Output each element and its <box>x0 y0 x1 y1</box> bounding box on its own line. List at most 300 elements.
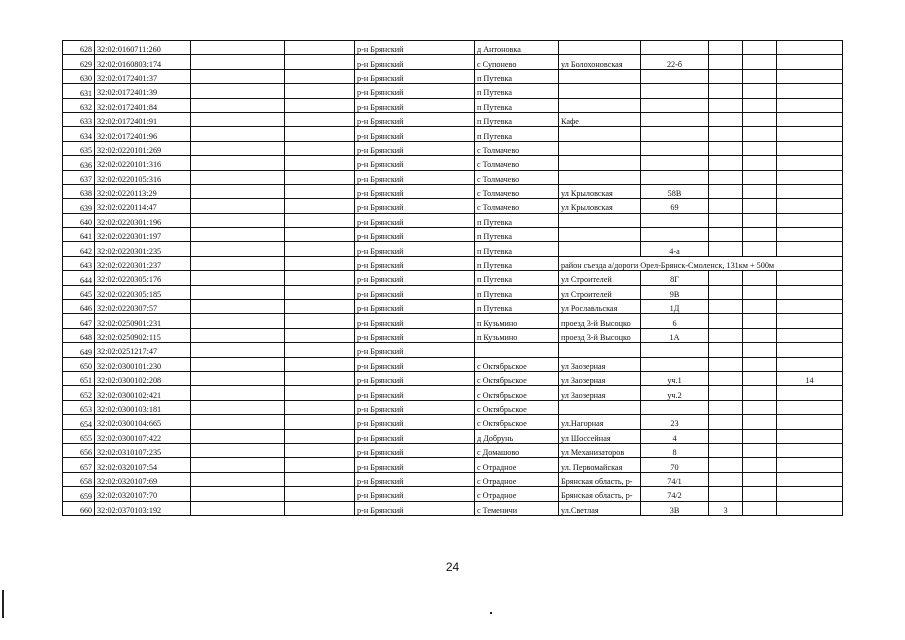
locality-cell: с Октябрьское <box>475 400 559 414</box>
empty-cell <box>191 41 285 55</box>
locality-cell: п Путевка <box>475 271 559 285</box>
extra-cell <box>743 415 777 429</box>
row-number-cell: 633 <box>63 112 95 126</box>
extra-cell <box>743 285 777 299</box>
empty-cell <box>191 98 285 112</box>
table-row <box>63 199 843 213</box>
value-cell <box>777 55 843 69</box>
extra-cell <box>709 141 743 155</box>
table-row <box>63 213 843 227</box>
locality-cell: п Путевка <box>475 300 559 314</box>
district-cell: р-н Брянский <box>355 285 475 299</box>
table-row <box>63 443 843 457</box>
value-cell <box>777 69 843 83</box>
value-cell <box>777 429 843 443</box>
empty-cell <box>191 501 285 515</box>
empty-cell <box>285 371 355 385</box>
extra-cell <box>743 386 777 400</box>
empty-cell <box>285 156 355 170</box>
extra-cell <box>709 98 743 112</box>
table-row <box>63 386 843 400</box>
house-number-cell <box>641 127 709 141</box>
district-cell: р-н Брянский <box>355 472 475 486</box>
extra-cell <box>709 112 743 126</box>
empty-cell <box>285 357 355 371</box>
value-cell <box>777 41 843 55</box>
extra-cell <box>743 400 777 414</box>
empty-cell <box>191 487 285 501</box>
table-row <box>63 487 843 501</box>
extra-cell <box>743 84 777 98</box>
house-number-cell <box>641 141 709 155</box>
extra-cell <box>743 300 777 314</box>
house-number-cell <box>641 357 709 371</box>
house-number-cell: 3В <box>641 501 709 515</box>
empty-cell <box>285 343 355 357</box>
row-number-cell: 639 <box>63 199 95 213</box>
table-row <box>63 69 843 83</box>
row-number-cell: 656 <box>63 443 95 457</box>
house-number-cell: 9В <box>641 285 709 299</box>
extra-cell <box>743 55 777 69</box>
value-cell <box>777 415 843 429</box>
row-number-cell: 649 <box>63 343 95 357</box>
house-number-cell: 22-б <box>641 55 709 69</box>
value-cell <box>777 112 843 126</box>
extra-cell <box>743 69 777 83</box>
cadastral-number-cell: 32:02:0220305:176 <box>95 271 191 285</box>
row-number-cell: 635 <box>63 141 95 155</box>
table-row <box>63 41 843 55</box>
locality-cell: с Отрадное <box>475 487 559 501</box>
cadastral-number-cell: 32:02:0172401:96 <box>95 127 191 141</box>
cadastral-number-cell: 32:02:0251217:47 <box>95 343 191 357</box>
cadastral-number-cell: 32:02:0300103:181 <box>95 400 191 414</box>
value-cell <box>777 184 843 198</box>
locality-cell: с Октябрьское <box>475 357 559 371</box>
row-number-cell: 630 <box>63 69 95 83</box>
cadastral-number-cell: 32:02:0300102:421 <box>95 386 191 400</box>
district-cell: р-н Брянский <box>355 228 475 242</box>
house-number-cell: 70 <box>641 458 709 472</box>
value-cell <box>777 458 843 472</box>
locality-cell <box>475 343 559 357</box>
row-number-cell: 643 <box>63 256 95 270</box>
district-cell: р-н Брянский <box>355 55 475 69</box>
value-cell <box>777 156 843 170</box>
empty-cell <box>191 343 285 357</box>
street-cell: ул Заозерная <box>559 357 641 371</box>
extra-cell <box>709 170 743 184</box>
extra-cell <box>709 371 743 385</box>
value-cell: 14 <box>777 371 843 385</box>
street-cell <box>559 400 641 414</box>
locality-cell: с Толмачево <box>475 184 559 198</box>
empty-cell <box>191 415 285 429</box>
scan-dot <box>490 612 492 614</box>
house-number-cell: 74/1 <box>641 472 709 486</box>
extra-cell <box>743 429 777 443</box>
table-row <box>63 84 843 98</box>
table-row <box>63 55 843 69</box>
table-row <box>63 314 843 328</box>
empty-cell <box>191 55 285 69</box>
locality-cell: с Теменичи <box>475 501 559 515</box>
extra-cell <box>743 112 777 126</box>
table-row <box>63 285 843 299</box>
extra-cell <box>743 127 777 141</box>
empty-cell <box>285 55 355 69</box>
extra-cell <box>743 371 777 385</box>
cadastral-number-cell: 32:02:0172401:91 <box>95 112 191 126</box>
empty-cell <box>191 472 285 486</box>
empty-cell <box>191 371 285 385</box>
empty-cell <box>285 386 355 400</box>
row-number-cell: 648 <box>63 328 95 342</box>
table-body <box>63 41 843 516</box>
table-row <box>63 170 843 184</box>
cadastral-number-cell: 32:02:0220114:47 <box>95 199 191 213</box>
row-number-cell: 628 <box>63 41 95 55</box>
locality-cell: п Кузьмино <box>475 328 559 342</box>
row-number-cell: 636 <box>63 156 95 170</box>
street-cell: проезд 3-й Высоцко <box>559 328 641 342</box>
extra-cell <box>743 472 777 486</box>
extra-cell <box>743 199 777 213</box>
cadastral-number-cell: 32:02:0220307:57 <box>95 300 191 314</box>
empty-cell <box>285 458 355 472</box>
extra-cell <box>709 41 743 55</box>
cadastral-number-cell: 32:02:0320107:54 <box>95 458 191 472</box>
extra-cell <box>743 141 777 155</box>
extra-cell <box>709 199 743 213</box>
row-number-cell: 637 <box>63 170 95 184</box>
extra-cell <box>709 386 743 400</box>
scan-edge-mark <box>2 590 4 618</box>
empty-cell <box>191 271 285 285</box>
empty-cell <box>191 285 285 299</box>
cadastral-number-cell: 32:02:0370103:192 <box>95 501 191 515</box>
locality-cell: с Отрадное <box>475 472 559 486</box>
empty-cell <box>191 458 285 472</box>
house-number-cell: 4-а <box>641 242 709 256</box>
district-cell: р-н Брянский <box>355 41 475 55</box>
extra-cell <box>709 69 743 83</box>
row-number-cell: 640 <box>63 213 95 227</box>
empty-cell <box>285 213 355 227</box>
house-number-cell: уч.2 <box>641 386 709 400</box>
value-cell <box>777 357 843 371</box>
locality-cell: с Толмачево <box>475 199 559 213</box>
locality-cell: п Путевка <box>475 213 559 227</box>
empty-cell <box>191 242 285 256</box>
house-number-cell <box>641 343 709 357</box>
row-number-cell: 650 <box>63 357 95 371</box>
empty-cell <box>191 84 285 98</box>
house-number-cell <box>641 400 709 414</box>
extra-cell <box>743 271 777 285</box>
house-number-cell <box>641 156 709 170</box>
house-number-cell <box>641 69 709 83</box>
house-number-cell <box>641 98 709 112</box>
locality-cell: п Путевка <box>475 69 559 83</box>
house-number-cell: уч.1 <box>641 371 709 385</box>
empty-cell <box>285 328 355 342</box>
table-row <box>63 357 843 371</box>
district-cell: р-н Брянский <box>355 328 475 342</box>
street-cell: ул Заозерная <box>559 371 641 385</box>
district-cell: р-н Брянский <box>355 112 475 126</box>
table-row <box>63 156 843 170</box>
street-cell: Кафе <box>559 112 641 126</box>
extra-cell <box>743 443 777 457</box>
extra-cell <box>743 184 777 198</box>
empty-cell <box>285 415 355 429</box>
empty-cell <box>191 213 285 227</box>
row-number-cell: 660 <box>63 501 95 515</box>
street-cell <box>559 141 641 155</box>
house-number-cell: 58В <box>641 184 709 198</box>
empty-cell <box>191 328 285 342</box>
table-row <box>63 112 843 126</box>
street-cell: ул Крыловская <box>559 199 641 213</box>
house-number-cell: 74/2 <box>641 487 709 501</box>
empty-cell <box>285 472 355 486</box>
row-number-cell: 659 <box>63 487 95 501</box>
value-cell <box>777 84 843 98</box>
locality-cell: с Толмачево <box>475 141 559 155</box>
value-cell <box>777 386 843 400</box>
house-number-cell: 69 <box>641 199 709 213</box>
table-row <box>63 184 843 198</box>
empty-cell <box>191 443 285 457</box>
row-number-cell: 658 <box>63 472 95 486</box>
table-row <box>63 429 843 443</box>
district-cell: р-н Брянский <box>355 98 475 112</box>
empty-cell <box>285 170 355 184</box>
street-cell <box>559 228 641 242</box>
district-cell: р-н Брянский <box>355 314 475 328</box>
value-cell <box>777 170 843 184</box>
extra-cell <box>709 84 743 98</box>
extra-cell <box>743 501 777 515</box>
extra-cell <box>709 127 743 141</box>
locality-cell: с Октябрьское <box>475 386 559 400</box>
house-number-cell <box>641 41 709 55</box>
cadastral-number-cell: 32:02:0220301:235 <box>95 242 191 256</box>
extra-cell <box>743 328 777 342</box>
empty-cell <box>191 314 285 328</box>
empty-cell <box>191 141 285 155</box>
extra-cell <box>709 487 743 501</box>
empty-cell <box>285 400 355 414</box>
extra-cell <box>743 41 777 55</box>
table-row <box>63 228 843 242</box>
district-cell: р-н Брянский <box>355 156 475 170</box>
empty-cell <box>191 386 285 400</box>
value-cell <box>777 285 843 299</box>
street-cell: ул. Первомайская <box>559 458 641 472</box>
empty-cell <box>285 84 355 98</box>
extra-cell <box>709 55 743 69</box>
locality-cell: п Путевка <box>475 285 559 299</box>
table-row <box>63 501 843 515</box>
row-number-cell: 634 <box>63 127 95 141</box>
empty-cell <box>285 242 355 256</box>
district-cell: р-н Брянский <box>355 170 475 184</box>
extra-cell <box>709 314 743 328</box>
table-row <box>63 127 843 141</box>
empty-cell <box>191 400 285 414</box>
locality-cell: с Супонево <box>475 55 559 69</box>
table-row <box>63 98 843 112</box>
empty-cell <box>191 170 285 184</box>
empty-cell <box>191 184 285 198</box>
district-cell: р-н Брянский <box>355 458 475 472</box>
district-cell: р-н Брянский <box>355 371 475 385</box>
cadastral-number-cell: 32:02:0220113:29 <box>95 184 191 198</box>
cadastral-number-cell: 32:02:0172401:37 <box>95 69 191 83</box>
extra-cell <box>709 328 743 342</box>
locality-cell: п Путевка <box>475 112 559 126</box>
table-row <box>63 371 843 385</box>
extra-cell <box>709 285 743 299</box>
street-cell: Брянская область, р- <box>559 487 641 501</box>
locality-cell: с Октябрьское <box>475 415 559 429</box>
street-cell: ул.Нагорная <box>559 415 641 429</box>
value-cell <box>777 213 843 227</box>
table-row <box>63 271 843 285</box>
extra-cell <box>709 242 743 256</box>
empty-cell <box>285 429 355 443</box>
empty-cell <box>285 501 355 515</box>
street-cell: Брянская область, р- <box>559 472 641 486</box>
row-number-cell: 638 <box>63 184 95 198</box>
district-cell: р-н Брянский <box>355 429 475 443</box>
table-row <box>63 458 843 472</box>
table-row <box>63 343 843 357</box>
value-cell <box>777 328 843 342</box>
extra-cell <box>709 343 743 357</box>
extra-cell <box>709 271 743 285</box>
cadastral-number-cell: 32:02:0172401:39 <box>95 84 191 98</box>
value-cell <box>777 443 843 457</box>
empty-cell <box>285 199 355 213</box>
cadastral-number-cell: 32:02:0310107:235 <box>95 443 191 457</box>
empty-cell <box>285 141 355 155</box>
locality-cell: п Путевка <box>475 84 559 98</box>
empty-cell <box>191 300 285 314</box>
empty-cell <box>191 357 285 371</box>
street-cell: ул Рославльская <box>559 300 641 314</box>
extra-cell <box>709 472 743 486</box>
value-cell <box>777 271 843 285</box>
table-row <box>63 242 843 256</box>
locality-cell: п Кузьмино <box>475 314 559 328</box>
cadastral-number-cell: 32:02:0250901:231 <box>95 314 191 328</box>
cadastral-number-cell: 32:02:0220301:196 <box>95 213 191 227</box>
row-number-cell: 645 <box>63 285 95 299</box>
locality-cell: п Путевка <box>475 127 559 141</box>
empty-cell <box>285 443 355 457</box>
address-note-cell: район съезда а/дороги Орел-Брянск-Смоленск, 131км + 500м <box>559 256 843 270</box>
street-cell <box>559 41 641 55</box>
cadastral-number-cell: 32:02:0300107:422 <box>95 429 191 443</box>
house-number-cell: 4 <box>641 429 709 443</box>
register-table <box>62 40 843 516</box>
cadastral-number-cell: 32:02:0220301:237 <box>95 256 191 270</box>
extra-cell <box>743 314 777 328</box>
cadastral-number-cell: 32:02:0300104:665 <box>95 415 191 429</box>
empty-cell <box>285 285 355 299</box>
district-cell: р-н Брянский <box>355 501 475 515</box>
extra-cell <box>743 357 777 371</box>
extra-cell <box>709 415 743 429</box>
house-number-cell: 1Д <box>641 300 709 314</box>
house-number-cell: 6 <box>641 314 709 328</box>
house-number-cell <box>641 228 709 242</box>
district-cell: р-н Брянский <box>355 69 475 83</box>
row-number-cell: 642 <box>63 242 95 256</box>
table-row <box>63 472 843 486</box>
street-cell <box>559 69 641 83</box>
value-cell <box>777 199 843 213</box>
row-number-cell: 629 <box>63 55 95 69</box>
cadastral-number-cell: 32:02:0320107:69 <box>95 472 191 486</box>
empty-cell <box>191 256 285 270</box>
street-cell <box>559 343 641 357</box>
locality-cell: с Отрадное <box>475 458 559 472</box>
row-number-cell: 646 <box>63 300 95 314</box>
empty-cell <box>285 184 355 198</box>
page-number: 24 <box>445 560 460 574</box>
value-cell <box>777 98 843 112</box>
locality-cell: д Добрунь <box>475 429 559 443</box>
district-cell: р-н Брянский <box>355 84 475 98</box>
row-number-cell: 655 <box>63 429 95 443</box>
locality-cell: с Толмачево <box>475 170 559 184</box>
row-number-cell: 654 <box>63 415 95 429</box>
district-cell: р-н Брянский <box>355 242 475 256</box>
empty-cell <box>191 127 285 141</box>
row-number-cell: 631 <box>63 84 95 98</box>
extra-cell <box>743 213 777 227</box>
empty-cell <box>191 112 285 126</box>
empty-cell <box>285 300 355 314</box>
district-cell: р-н Брянский <box>355 487 475 501</box>
extra-cell <box>743 228 777 242</box>
locality-cell: д Антоновка <box>475 41 559 55</box>
cadastral-number-cell: 32:02:0220101:269 <box>95 141 191 155</box>
empty-cell <box>285 127 355 141</box>
house-number-cell: 1А <box>641 328 709 342</box>
house-number-cell <box>641 112 709 126</box>
district-cell: р-н Брянский <box>355 400 475 414</box>
empty-cell <box>285 41 355 55</box>
locality-cell: с Толмачево <box>475 156 559 170</box>
street-cell <box>559 127 641 141</box>
value-cell <box>777 141 843 155</box>
district-cell: р-н Брянский <box>355 141 475 155</box>
street-cell: ул Шоссейная <box>559 429 641 443</box>
table-row <box>63 300 843 314</box>
table-row <box>63 256 843 270</box>
extra-cell <box>743 242 777 256</box>
row-number-cell: 641 <box>63 228 95 242</box>
cadastral-number-cell: 32:02:0220305:185 <box>95 285 191 299</box>
district-cell: р-н Брянский <box>355 443 475 457</box>
row-number-cell: 657 <box>63 458 95 472</box>
